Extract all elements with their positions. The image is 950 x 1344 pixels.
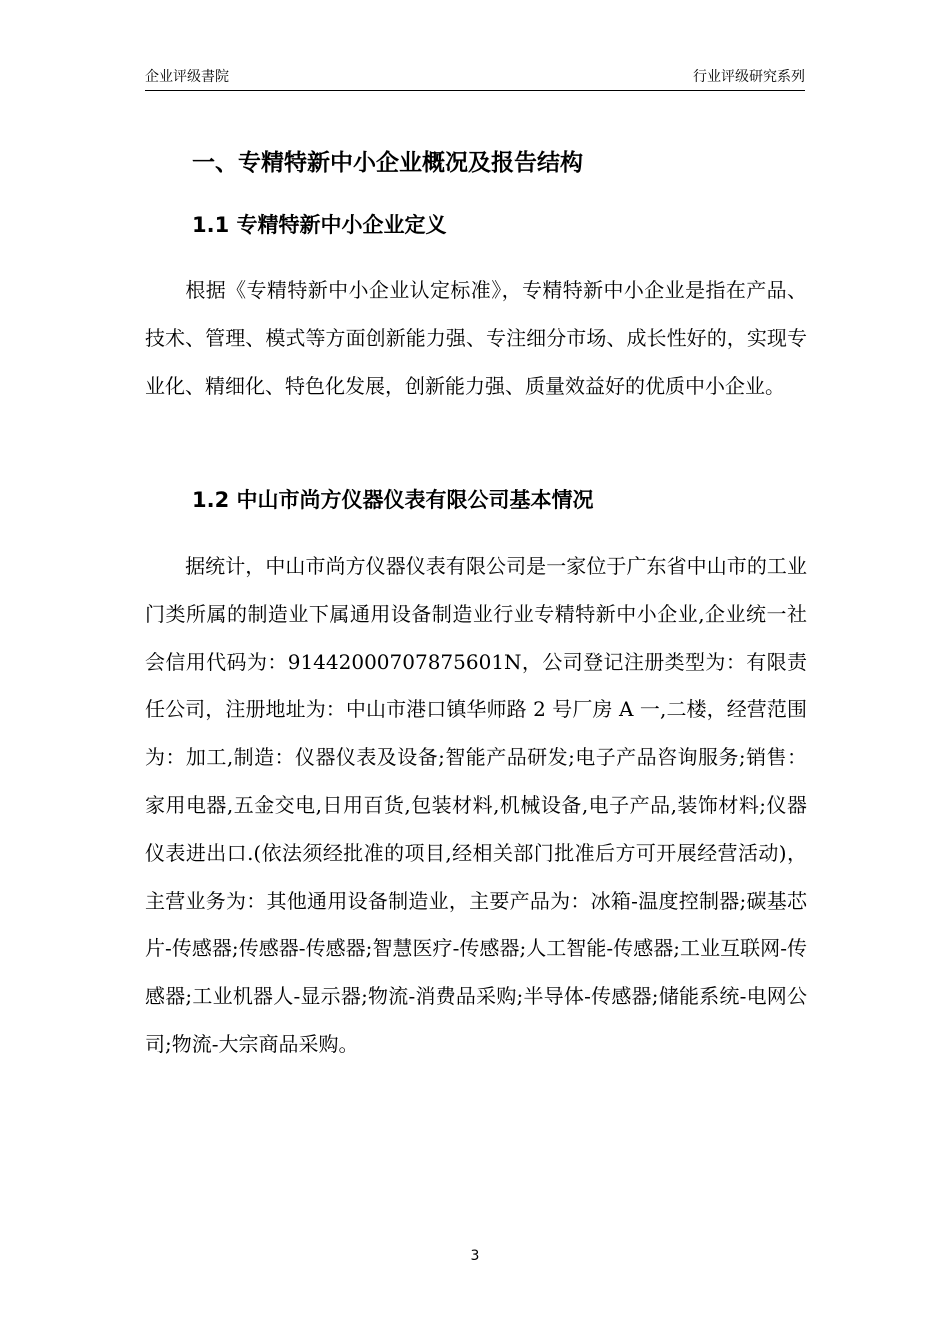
section-title: 一、专精特新中小企业概况及报告结构: [192, 150, 583, 176]
paragraph-company-info-text: 据统计，中山市尚方仪器仪表有限公司是一家位于广东省中山市的工业门类所属的制造业下属通用设备制造业行业专精特新中小企业,企业统一社会信用代码为：91442000707875601N，公司登记注册类型为：有限责任公司，注册地址为：中山市港口镇华师路 2 号厂房 A 一,二楼，经营范围为：加工,制造：仪器仪表及设备;智能产品研发;电子产品咨询服务;销售：家用电器,五金交电,日用百货,包装材料,机械设备,电子产品,装饰材料;仪器仪表进出口.(依法须经批准的项目,经相关部门批准后方可开展经营活动)，主营业务为：其他通用设备制造业，主要产品为：冰箱-温度控制器;碳基芯片-传感器;传感器-传感器;智慧医疗-传感器;人工智能-传感器;工业互联网-传感器;工业机器人-显示器;物流-消费品采购;半导体-传感器;储能系统-电网公司;物流-大宗商品采购。: [145, 554, 807, 1056]
paragraph-company-info: [145, 543, 807, 1069]
header-divider: [145, 90, 805, 91]
page-header: [145, 66, 805, 88]
header-right-text: 行业评级研究系列: [693, 69, 805, 85]
paragraph-definition: [145, 267, 807, 410]
subsection-heading-1-2: 1.2 中山市尚方仪器仪表有限公司基本情况: [192, 488, 594, 512]
subsection-heading-1-1: 1.1 专精特新中小企业定义: [192, 213, 447, 237]
paragraph-definition-text: 根据《专精特新中小企业认定标准》，专精特新中小企业是指在产品、技术、管理、模式等方面创新能力强、专注细分市场、成长性好的，实现专业化、精细化、特色化发展，创新能力强、质量效益好的优质中小企业。: [145, 278, 807, 398]
page-number: 3: [470, 1248, 480, 1264]
header-left-text: 企业评级書院: [145, 69, 229, 85]
